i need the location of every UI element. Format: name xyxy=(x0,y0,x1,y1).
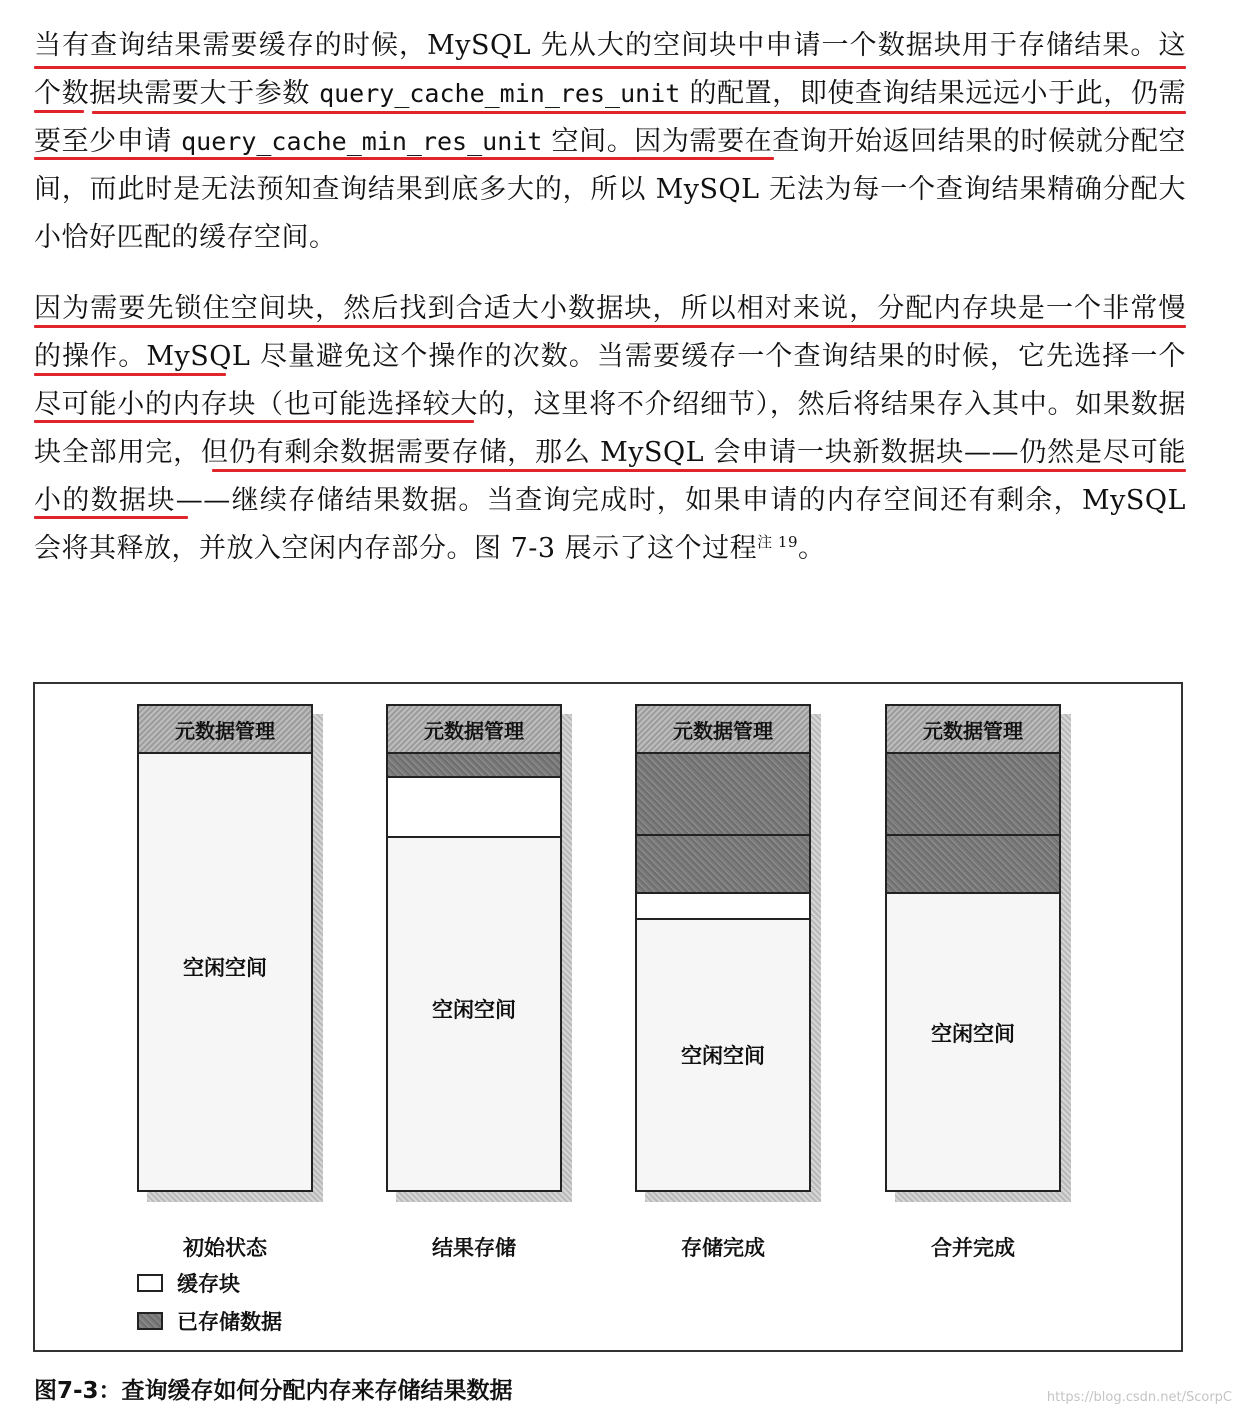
watermark: https://blog.csdn.net/ScorpC xyxy=(1046,1390,1232,1405)
paragraph-2-text: 因为需要先锁住空间块，然后找到合适大小数据块，所以相对来说，分配内存块是一个非常慢的操作。MySQL 尽量避免这个操作的次数。当需要缓存一个查询结果的时候，它先选择一个尽可能小的内存块（也可能选择较大的，这里将不介绍细节），然后将结果存入其中。如果数据块全部用完，但仍有剩余数据需要存储，那么 MySQL 会申请一块新数据块——仍然是尽可能小的数据块——继续存储结果数据。当查询完成时，如果申请的内存空间还有剩余，MySQL 会将其释放，并放入空闲内存部分。图 7-3 展示了这个过程 xyxy=(34,293,1186,564)
legend-label: 已存储数据 xyxy=(177,1310,282,1334)
figure-caption: 图7-3：查询缓存如何分配内存来存储结果数据 xyxy=(34,1378,513,1404)
param-code-1: query_cache_min_res_unit xyxy=(319,79,681,108)
column-label: 结果存储 xyxy=(432,1236,516,1260)
memory-block xyxy=(137,704,313,1192)
free-space-label: 空闲空间 xyxy=(931,1022,1015,1046)
stored-data-segment xyxy=(887,754,1059,836)
free-space-segment xyxy=(637,920,809,1190)
stored-data-segment xyxy=(887,836,1059,894)
memory-column-stored xyxy=(635,704,811,1260)
free-space-label: 空闲空间 xyxy=(183,956,267,980)
stored-data-segment xyxy=(637,754,809,836)
paragraph-1-text-b: 的配置，即使查询结果远远小于此，仍需要至少申请 xyxy=(34,78,1186,157)
stored-data-segment xyxy=(637,836,809,894)
column-label: 存储完成 xyxy=(681,1236,765,1260)
highlight-underline xyxy=(34,66,1186,69)
memory-block xyxy=(386,704,562,1192)
cache-block-segment xyxy=(637,894,809,920)
highlight-underline xyxy=(34,325,1186,328)
free-space-segment xyxy=(887,894,1059,1190)
free-space-label: 空闲空间 xyxy=(681,1044,765,1068)
memory-column-storing xyxy=(386,704,562,1260)
highlight-underline xyxy=(34,373,226,376)
memory-block xyxy=(885,704,1061,1192)
stored-data-segment xyxy=(388,754,560,778)
param-code-2: query_cache_min_res_unit xyxy=(181,127,543,156)
metadata-segment: 元数据管理 xyxy=(388,706,560,754)
memory-column-initial xyxy=(137,704,313,1260)
paragraph-1-text-c: 空间。因为需要在查询开始返回结果的时候就分配空间，而此时是无法预知查询结果到底多大的，所以 MySQL 无法为每一个查询结果精确分配大小恰好匹配的缓存空间。 xyxy=(34,126,1186,253)
highlight-underline xyxy=(212,469,1186,472)
free-space-segment xyxy=(388,838,560,1190)
paragraph-1 xyxy=(34,22,1186,262)
cache-block-segment xyxy=(388,778,560,838)
metadata-segment: 元数据管理 xyxy=(637,706,809,754)
paragraph-2-end: 。 xyxy=(798,533,826,564)
stored-data-swatch xyxy=(137,1312,163,1330)
metadata-segment: 元数据管理 xyxy=(139,706,311,754)
free-space-label: 空闲空间 xyxy=(432,998,516,1022)
legend-label: 缓存块 xyxy=(177,1272,240,1296)
column-label: 初始状态 xyxy=(183,1236,267,1260)
paragraph-2 xyxy=(34,285,1186,573)
legend-stored-data xyxy=(137,1306,282,1336)
free-space-segment xyxy=(139,754,311,1190)
figure-7-3 xyxy=(33,682,1183,1352)
highlight-underline xyxy=(34,157,774,160)
metadata-segment: 元数据管理 xyxy=(887,706,1059,754)
column-label: 合并完成 xyxy=(931,1236,1015,1260)
highlight-underline xyxy=(92,111,1186,114)
paragraph-1-text-a: 当有查询结果需要缓存的时候，MySQL 先从大的空间块中申请一个数据块用于存储结果。这个数据块需要大于参数 xyxy=(34,30,1186,109)
highlight-underline xyxy=(34,110,84,113)
legend-cache-block xyxy=(137,1268,240,1298)
highlight-underline xyxy=(34,420,474,423)
highlight-underline xyxy=(34,516,188,519)
memory-column-merged xyxy=(885,704,1061,1260)
memory-block xyxy=(635,704,811,1192)
footnote-ref: 注 19 xyxy=(757,533,799,551)
cache-block-swatch xyxy=(137,1274,163,1292)
